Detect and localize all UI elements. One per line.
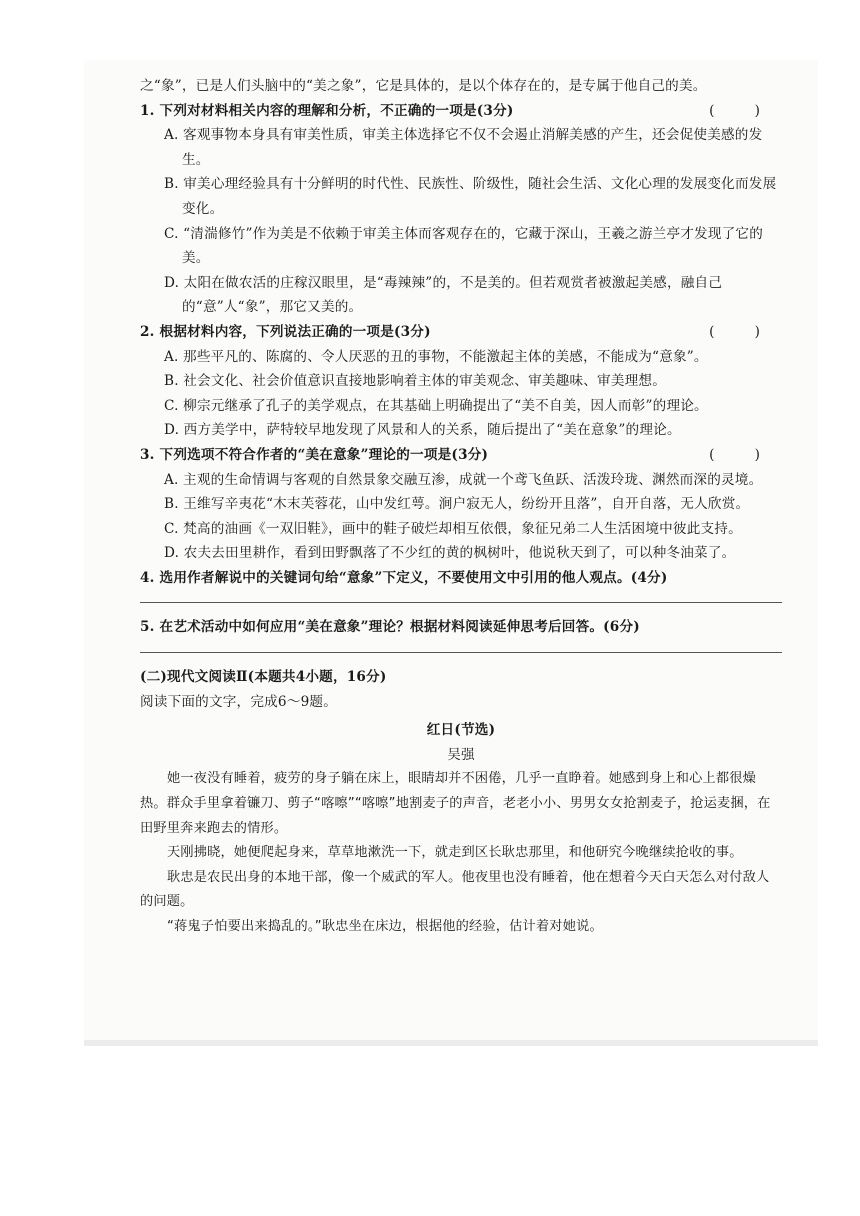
option-d: D. 太阳在做农活的庄稼汉眼里，是“毒辣辣”的，不是美的。但若观赏者被激起美感，融自己的“意”人“象”，那它又美的。	[164, 274, 723, 316]
question-2	[140, 320, 782, 443]
answer-line	[140, 652, 782, 653]
option-b: B. 王维写辛夷花“木末芙蓉花，山中发红萼。涧户寂无人，纷纷开且落”，自开自落，无人欣赏。	[164, 496, 750, 513]
option-a: A. 主观的生命情调与客观的自然景象交融互渗，成就一个鸢飞鱼跃、活泼玲珑、渊然而深的灵境。	[164, 471, 763, 488]
answer-line	[140, 602, 782, 603]
option-b: B. 审美心理经验具有十分鲜明的时代性、民族性、阶级性，随社会生活、文化心理的发展变化而发展变化。	[164, 176, 777, 217]
document-body	[140, 74, 782, 940]
article-paragraph: 她一夜没有睡着，疲劳的身子躺在床上，眼睛却并不困倦，几乎一直睁着。她感到身上和心上都很燥热。群众手里拿着镰刀、剪子“喀嚓”“喀嚓”地割麦子的声音，老老小小、男男女女抢割麦子，抢运麦捆，在田野里奔来跑去的情形。	[140, 771, 771, 836]
option-d: D. 西方美学中，萨特较早地发现了风景和人的关系，随后提出了“美在意象”的理论。	[164, 422, 681, 439]
page-shadow	[84, 1040, 818, 1046]
option-c: C. 梵高的油画《一双旧鞋》，画中的鞋子破烂却相互依偎，象征兄弟二人生活困境中彼此支持。	[164, 520, 742, 537]
section-header: (二)现代文阅读Ⅱ(本题共4小题，16分)	[140, 669, 387, 686]
answer-paren: ( )	[709, 446, 778, 463]
intro-line: 之“象”，已是人们头脑中的“美之象”，它是具体的，是以个体存在的，是专属于他自己的美。	[140, 78, 707, 94]
question-1	[140, 99, 782, 320]
question-3	[140, 443, 782, 566]
answer-paren: ( )	[709, 102, 778, 119]
article-author: 吴强	[447, 746, 475, 763]
option-a: A. 那些平凡的、陈腐的、令人厌恶的丑的事物，不能激起主体的美感，不能成为“意象”。	[164, 348, 708, 365]
answer-paren: ( )	[709, 323, 778, 340]
article-title: 红日(节选)	[426, 722, 496, 739]
option-c: C. “清湍修竹”作为美是不依赖于审美主体而客观存在的，它藏于深山，王羲之游兰亭才发现了它的美。	[164, 225, 763, 267]
instruction: 阅读下面的文字，完成6～9题。	[140, 693, 338, 710]
question-5: 5. 在艺术活动中如何应用“美在意象”理论？根据材料阅读延伸思考后回答。(6分)	[140, 619, 640, 636]
option-a: A. 客观事物本身具有审美性质，审美主体选择它不仅不会遏止消解美感的产生，还会促使美感的发生。	[164, 127, 763, 168]
question-4: 4. 选用作者解说中的关键词句给“意象”下定义，不要使用文中引用的他人观点。(4分)	[140, 569, 668, 586]
question-stem: 2. 根据材料内容，下列说法正确的一项是(3分) ( )	[140, 320, 782, 345]
article-paragraph: 耿忠是农民出身的本地干部，像一个威武的军人。他夜里也没有睡着，他在想着今天白天怎么对付敌人的问题。	[140, 869, 770, 910]
option-c: C. 柳宗元继承了孔子的美学观点，在其基础上明确提出了“美不自美，因人而彰”的理论。	[164, 397, 708, 414]
article-paragraph: 天刚拂晓，她便爬起身来，草草地漱洗一下，就走到区长耿忠那里，和他研究今晚继续抢收的事。	[167, 845, 743, 861]
question-stem: 3. 下列选项不符合作者的“美在意象”理论的一项是(3分) ( )	[140, 443, 782, 468]
article-paragraph: “蒋鬼子怕要出来捣乱的。”耿忠坐在床边，根据他的经验，估计着对她说。	[167, 919, 603, 934]
option-d: D. 农夫去田里耕作，看到田野飘落了不少红的黄的枫树叶，他说秋天到了，可以种冬油菜了。	[164, 545, 736, 562]
question-stem: 1. 下列对材料相关内容的理解和分析，不正确的一项是(3分) ( )	[140, 99, 782, 124]
option-b: B. 社会文化、社会价值意识直接地影响着主体的审美观念、审美趣味、审美理想。	[164, 373, 667, 390]
